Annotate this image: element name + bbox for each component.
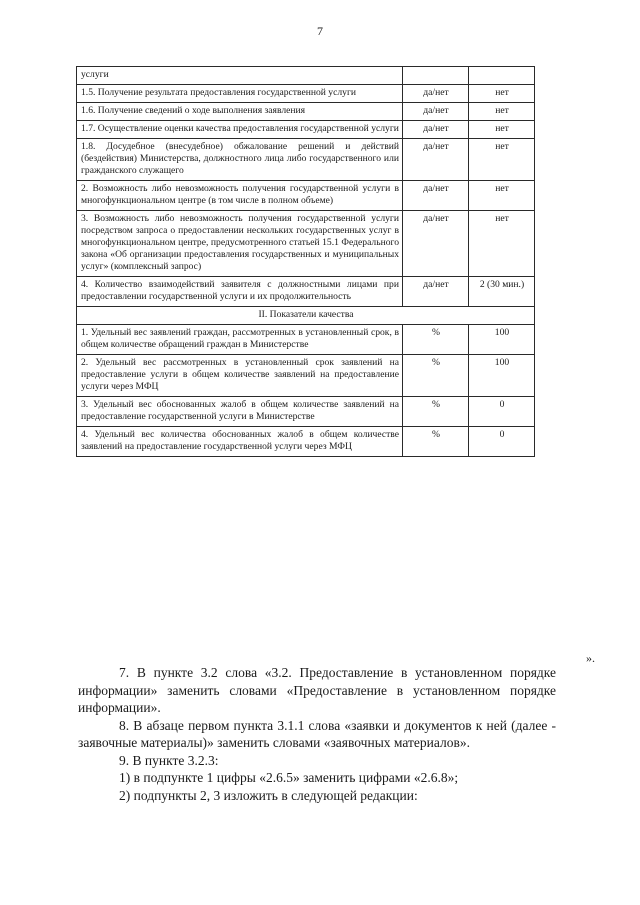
amendment-text <box>78 664 556 804</box>
indicator-unit: % <box>403 355 469 397</box>
indicator-description: 1.7. Осуществление оценки качества предоставления государственной услуги <box>77 121 403 139</box>
indicator-unit: да/нет <box>403 181 469 211</box>
indicator-value: 100 <box>469 355 535 397</box>
paragraph: 9. В пункте 3.2.3: <box>119 752 219 768</box>
indicator-description: 1.6. Получение сведений о ходе выполнения заявления <box>77 103 403 121</box>
indicator-unit: % <box>403 325 469 355</box>
closing-quote-mark: ». <box>586 651 595 665</box>
indicator-unit: да/нет <box>403 139 469 181</box>
indicator-unit: да/нет <box>403 85 469 103</box>
indicator-unit <box>403 67 469 85</box>
indicator-description: 2. Удельный вес рассмотренных в установленный срок заявлений на предоставление услуги в общем количестве заявлений на предоставление услуги через МФЦ <box>77 355 403 397</box>
indicator-value: нет <box>469 103 535 121</box>
table-row <box>77 397 535 427</box>
indicator-description: 1.5. Получение результата предоставления государственной услуги <box>77 85 403 103</box>
indicator-unit: да/нет <box>403 103 469 121</box>
indicator-value: 0 <box>469 397 535 427</box>
table-row <box>77 121 535 139</box>
table-row <box>77 427 535 457</box>
indicator-value: 2 (30 мин.) <box>469 277 535 307</box>
indicator-description: 1. Удельный вес заявлений граждан, рассмотренных в установленный срок, в общем количестве обращений граждан в Министерстве <box>77 325 403 355</box>
indicators-table <box>76 66 535 457</box>
table-row <box>77 211 535 277</box>
paragraph: 8. В абзаце первом пункта 3.1.1 слова «заявки и документов к ней (далее - заявочные материалы)» заменить словами «заявочных материалов». <box>78 717 556 750</box>
table-row <box>77 85 535 103</box>
indicator-unit: да/нет <box>403 121 469 139</box>
indicator-value <box>469 67 535 85</box>
indicator-description: 2. Возможность либо невозможность получения государственной услуги в многофункциональном центре (в том числе в полном объеме) <box>77 181 403 211</box>
indicator-description: 4. Количество взаимодействий заявителя с должностными лицами при предоставлении государственной услуги и их продолжительность <box>77 277 403 307</box>
indicator-description: 4. Удельный вес количества обоснованных жалоб в общем количестве заявлений на предоставление государственной услуги через МФЦ <box>77 427 403 457</box>
table-row <box>77 325 535 355</box>
paragraph: 1) в подпункте 1 цифры «2.6.5» заменить цифрами «2.6.8»; <box>119 770 459 785</box>
indicator-value: 100 <box>469 325 535 355</box>
indicator-description: 1.8. Досудебное (внесудебное) обжалование решений и действий (бездействия) Министерства, должностного лица либо государственного или гражданского служащего <box>77 139 403 181</box>
table-row <box>77 67 535 85</box>
table-row <box>77 139 535 181</box>
indicator-unit: да/нет <box>403 277 469 307</box>
indicator-description: 3. Удельный вес обоснованных жалоб в общем количестве заявлений на предоставление государственной услуги в Министерстве <box>77 397 403 427</box>
indicator-unit: да/нет <box>403 211 469 277</box>
indicator-value: нет <box>469 85 535 103</box>
indicator-unit: % <box>403 427 469 457</box>
indicator-value: 0 <box>469 427 535 457</box>
section-row <box>77 307 535 325</box>
table-row <box>77 103 535 121</box>
table-row <box>77 355 535 397</box>
indicator-description: 3. Возможность либо невозможность получения государственной услуги посредством запроса о предоставлении нескольких государственных услуг в многофункциональном центре, предусмотренного статьей 15.1 Федерального закона «Об организации предоставления государственных и муниципальных услуг» (комплексный запрос) <box>77 211 403 277</box>
indicator-value: нет <box>469 139 535 181</box>
indicator-value: нет <box>469 211 535 277</box>
indicator-value: нет <box>469 181 535 211</box>
table-row <box>77 181 535 211</box>
section-heading: II. Показатели качества <box>77 307 535 325</box>
page-number: 7 <box>317 24 323 38</box>
table-row <box>77 277 535 307</box>
indicator-description: услуги <box>77 67 403 85</box>
indicator-value: нет <box>469 121 535 139</box>
paragraph: 2) подпункты 2, 3 изложить в следующей редакции: <box>119 787 418 803</box>
indicator-unit: % <box>403 397 469 427</box>
paragraph: 7. В пункте 3.2 слова «3.2. Предоставление в установленном порядке информации» заменить словами «Предоставление в установленном порядке информации». <box>78 665 556 715</box>
